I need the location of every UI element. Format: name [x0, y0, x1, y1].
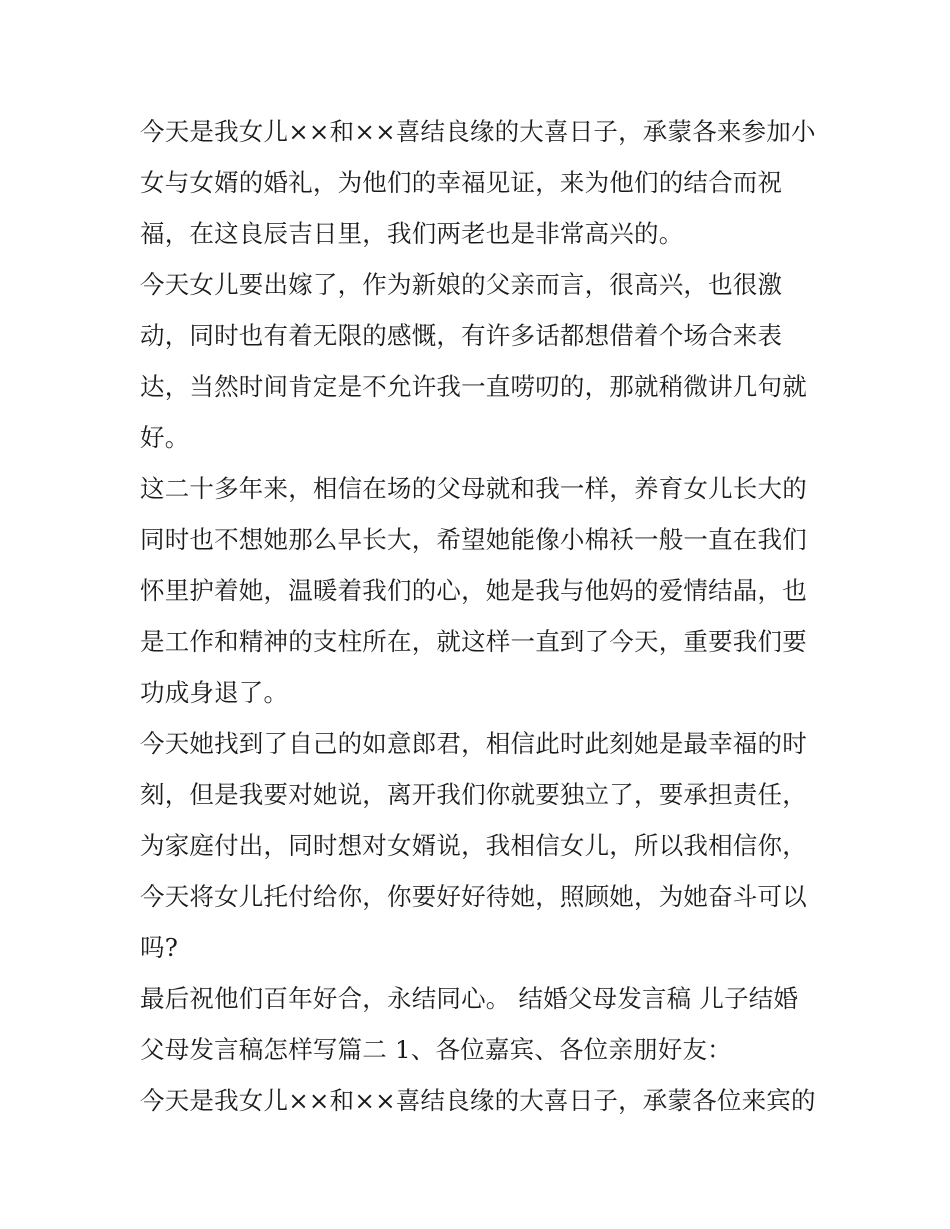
document-body	[140, 106, 820, 1126]
paragraph-3: 这二十多年来，相信在场的父母就和我一样，养育女儿长大的同时也不想她那么早长大，希望她能像小棉袄一般一直在我们怀里护着她，温暖着我们的心，她是我与他妈的爱情结晶，也是工作和精神的支柱所在，就这样一直到了今天，重要我们要功成身退了。	[140, 474, 807, 707]
paragraph-6: 今天是我女儿××和××喜结良缘的大喜日子，承蒙各位来宾的	[140, 1086, 816, 1115]
paragraph-2: 今天女儿要出嫁了，作为新娘的父亲而言，很高兴，也很激动，同时也有着无限的感慨，有许多话都想借着个场合来表达，当然时间肯定是不允许我一直唠叨的，那就稍微讲几句就好。	[140, 270, 807, 452]
paragraph-1: 今天是我女儿××和××喜结良缘的大喜日子，承蒙各来参加小女与女婿的婚礼，为他们的幸福见证，来为他们的结合而祝福，在这良辰吉日里，我们两老也是非常高兴的。	[140, 117, 816, 248]
paragraph-5: 最后祝他们百年好合，永结同心。 结婚父母发言稿 儿子结婚父母发言稿怎样写篇二 1、各位嘉宾、各位亲朋好友：	[140, 984, 799, 1064]
paragraph-4: 今天她找到了自己的如意郎君，相信此时此刻她是最幸福的时刻，但是我要对她说，离开我们你就要独立了，要承担责任，为家庭付出，同时想对女婿说，我相信女儿，所以我相信你，今天将女儿托付给你，你要好好待她，照顾她，为她奋斗可以吗?	[140, 729, 807, 962]
